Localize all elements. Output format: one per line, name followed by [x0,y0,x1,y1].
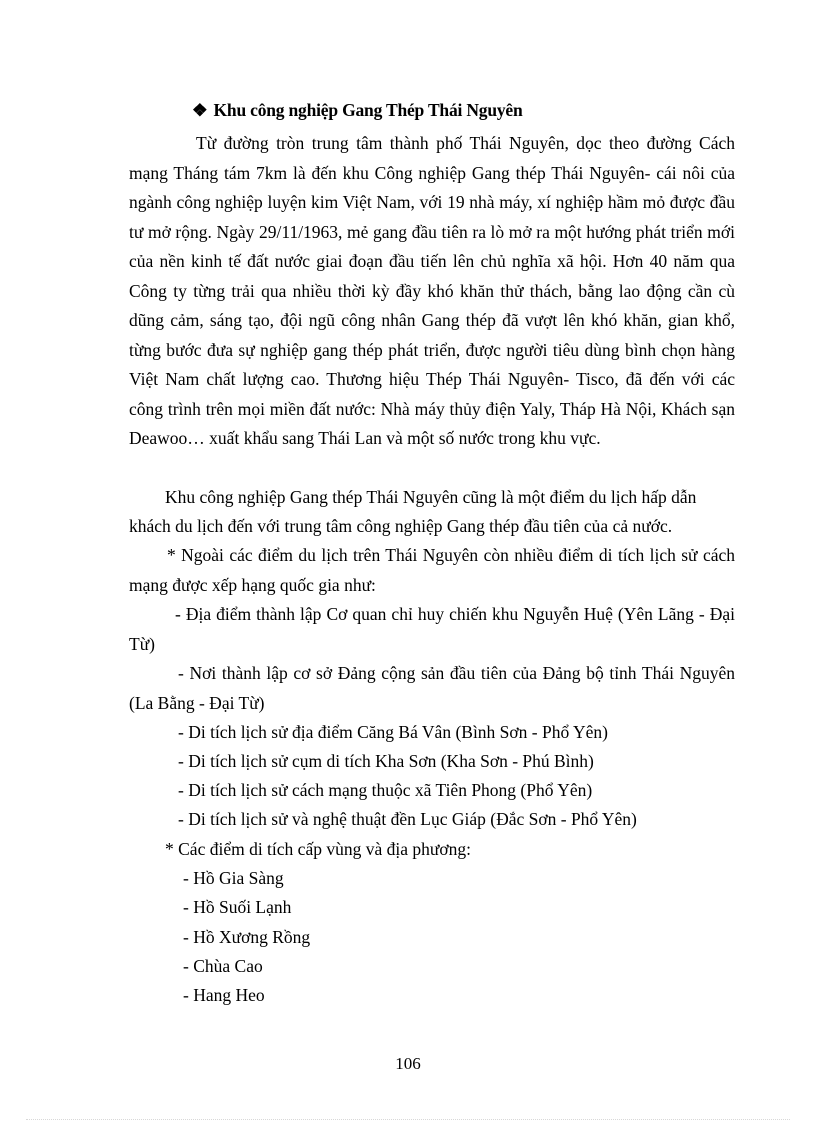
diamond-bullet-icon: ❖ [192,100,208,120]
relic-item-5: - Di tích lịch sử cách mạng thuộc xã Tiên Phong (Phổ Yên) [178,780,593,800]
tourism-paragraph-line-2: khách du lịch đến với trung tâm công nghiệp Gang thép đầu tiên của cả nước. [129,516,673,536]
relics-intro-paragraph: * Ngoài các điểm du lịch trên Thái Nguyên còn nhiều điểm di tích lịch sử cách mạng được xếp hạng quốc gia như: [129,545,735,595]
page-number: 106 [395,1054,421,1073]
local-relic-item-5: - Hang Heo [183,985,265,1005]
section-title: Khu công nghiệp Gang Thép Thái Nguyên [213,100,523,120]
relic-item-1: - Địa điểm thành lập Cơ quan chỉ huy chiến khu Nguyễn Huệ (Yên Lãng - Đại Từ) [129,604,735,654]
section-heading [192,100,523,121]
intro-paragraph: Từ đường tròn trung tâm thành phố Thái Nguyên, dọc theo đường Cách mạng Tháng tám 7km là đến khu Công nghiệp Gang thép Thái Nguyên- cái nôi của ngành công nghiệp luyện kim Việt Nam, với 19 nhà máy, xí nghiệp hầm mỏ được đầu tư mở rộng. Ngày 29/11/1963, mẻ gang đầu tiên ra lò mở ra một hướng phát triển mới của nền kinh tế đất nước giai đoạn đầu tiến lên chủ nghĩa xã hội. Hơn 40 năm qua Công ty từng trải qua nhiều thời kỳ đầy khó khăn thử thách, bằng lao động cần cù dũng cảm, sáng tạo, đội ngũ công nhân Gang thép đã vượt lên khó khăn, gian khổ, từng bước đưa sự nghiệp gang thép phát triển, được người tiêu dùng bình chọn hàng Việt Nam chất lượng cao. Thương hiệu Thép Thái Nguyên- Tisco, đã đến với các công trình trên mọi miền đất nước: Nhà máy thủy điện Yaly, Tháp Hà Nội, Khách sạn Deawoo… xuất khẩu sang Thái Lan và một số nước trong khu vực. [129,133,735,448]
relic-item-4: - Di tích lịch sử cụm di tích Kha Sơn (Kha Sơn - Phú Bình) [178,751,594,771]
relic-item-2: - Nơi thành lập cơ sở Đảng cộng sản đầu tiên của Đảng bộ tỉnh Thái Nguyên (La Bằng - Đại Từ) [129,663,735,713]
local-relic-item-1: - Hồ Gia Sàng [183,868,284,888]
relic-item-3: - Di tích lịch sử địa điểm Căng Bá Vân (Bình Sơn - Phổ Yên) [178,722,608,742]
relic-item-6: - Di tích lịch sử và nghệ thuật đền Lục Giáp (Đắc Sơn - Phổ Yên) [178,809,637,829]
local-relics-intro: * Các điểm di tích cấp vùng và địa phương: [165,839,471,859]
local-relic-item-2: - Hồ Suối Lạnh [183,897,292,917]
footer-divider [26,1119,790,1120]
local-relic-item-3: - Hồ Xương Rồng [183,927,311,947]
tourism-paragraph-line-1: Khu công nghiệp Gang thép Thái Nguyên cũng là một điểm du lịch hấp dẫn [165,487,697,507]
local-relic-item-4: - Chùa Cao [183,956,263,976]
